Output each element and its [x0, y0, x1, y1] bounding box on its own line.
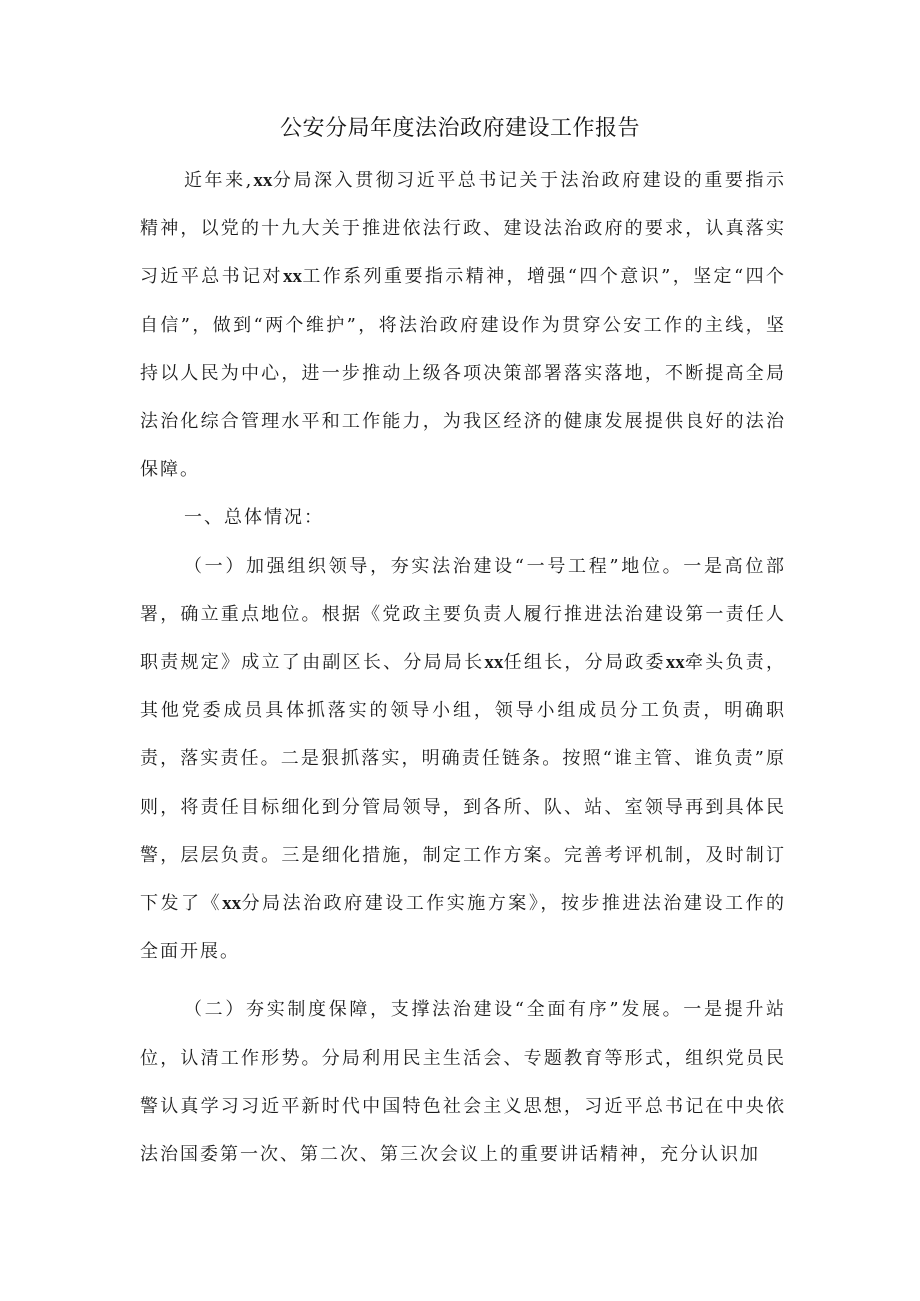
document-body — [140, 157, 786, 1179]
placeholder-name: xx — [222, 893, 242, 915]
text-run: 分局法治政府建设工作实施方案》，按步推进法治建设工作的全面开展。 — [140, 893, 787, 963]
text-run: 工作系列重要指示精神，增强“四个意识”，坚定“四个自信”，做到“两个维护”，将法治政府建设作为贯穿公安工作的主线，坚持以人民为中心，进一步推动上级各项决策部署落实落地，不断提高全局法治化综合管理水平和工作能力，为我区经济的健康发展提供良好的法治保障。 — [140, 266, 787, 481]
text-run: （二）夯实制度保障，支撑法治建设“全面有序”发展。一是提升站位，认清工作形势。分局利用民主生活会、专题教育等形式，组织党员民警认真学习习近平新时代中国特色社会主义思想，习近平总书记在中央依法治国委第一次、第二次、第三次会议上的重要讲话精神，充分认识加 — [140, 999, 786, 1166]
text-run: 任组长，分局政委 — [503, 652, 666, 674]
text-run: （一）加强组织领导，夯实法治建设“一号工程”地位。一是高位部署，确立重点地位。根据《党政主要负责人履行推进法治建设第一责任人职责规定》成立了由副区长、分局局长 — [140, 555, 786, 674]
text-run: 牵头负责，其他党委成员具体抓落实的领导小组，领导小组成员分工负责，明确职责，落实责任。二是狠抓落实，明确责任链条。按照“谁主管、谁负责”原则，将责任目标细化到分管局领导，到各所、队、站、室领导再到具体民警，层层负责。三是细化措施，制定工作方案。完善考评机制，及时制订下发了《 — [140, 652, 787, 915]
placeholder-name: xx — [665, 652, 685, 674]
section-paragraph-1 — [140, 543, 786, 977]
placeholder-name: xx — [484, 652, 504, 674]
section-paragraph-2 — [140, 986, 786, 1179]
section-heading: 一、总体情况： — [184, 507, 324, 529]
text-run: 分局深入贯彻习近平总书记关于法治政府建设的重要指示精神，以党的十九大关于推进依法行政、建设法治政府的要求，认真落实习近平总书记对 — [140, 170, 786, 288]
placeholder-name: xx — [253, 170, 273, 191]
intro-paragraph — [140, 157, 786, 494]
text-run: 近年来, — [184, 170, 254, 191]
placeholder-name: xx — [282, 266, 302, 288]
document-title: 公安分局年度法治政府建设工作报告 — [279, 116, 640, 141]
